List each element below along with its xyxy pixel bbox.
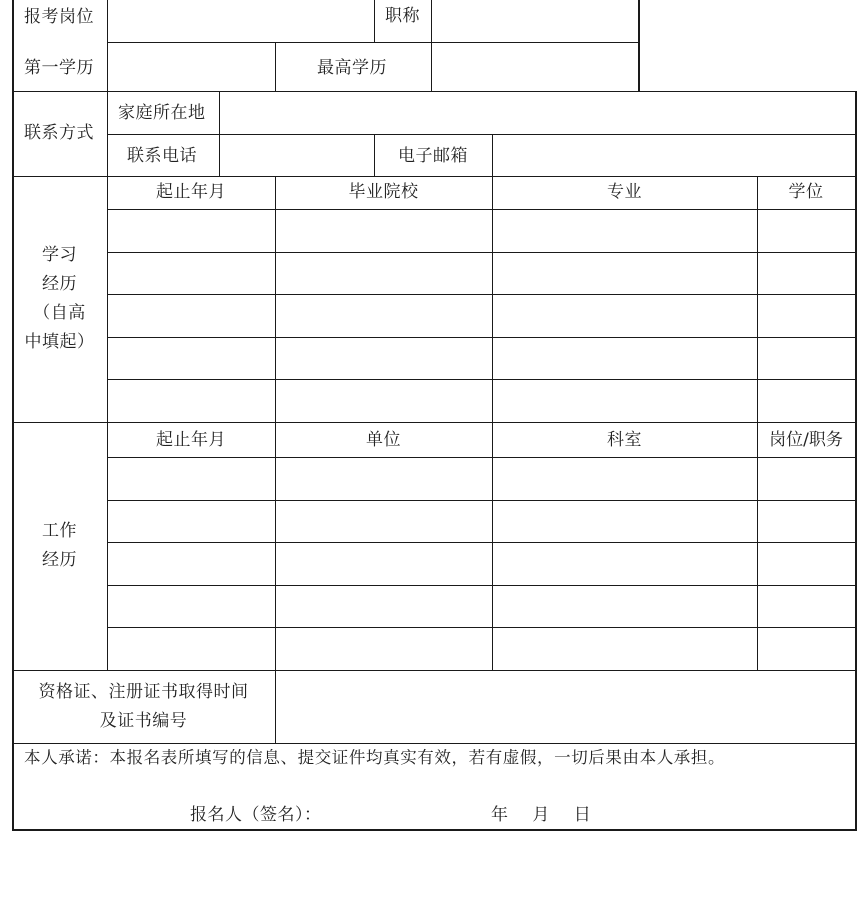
study-header-degree: 学位 [788,182,824,202]
bottom-border [12,829,857,831]
vline [275,42,276,92]
title-field[interactable] [432,0,638,42]
phone-field[interactable] [220,135,374,176]
address-label: 家庭所在地 [118,103,206,123]
work-entry-area[interactable] [108,458,855,670]
phone-label: 联系电话 [127,146,197,166]
study-label-line-4: 中填起） [24,332,95,352]
right-border-upper [638,0,640,92]
vline [374,0,375,42]
pledge-text: 本人承诺：本报名表所填写的信息、提交证件均真实有效，若有虚假，一切后果由本人承担。 [24,748,726,767]
first-degree-field[interactable] [108,43,275,91]
address-field[interactable] [220,92,855,134]
study-header-major: 专业 [607,182,642,202]
highest-degree-label: 最高学历 [317,58,387,78]
cert-label-line-2: 及证书编号 [99,711,188,731]
work-label-line-2: 经历 [42,550,77,570]
work-header-employer: 单位 [366,430,401,450]
contact-label: 联系方式 [24,123,94,143]
study-label-line-3: （自高 [33,303,86,323]
cert-field[interactable] [276,671,855,743]
work-header-department: 科室 [607,430,642,450]
first-degree-label: 第一学历 [24,58,94,78]
hline [12,743,857,744]
signature-field[interactable] [335,798,485,828]
title-label: 职称 [385,6,420,26]
study-entry-area[interactable] [108,210,855,422]
post-field[interactable] [108,0,374,42]
study-label-line-1: 学习 [42,245,77,265]
vline [374,134,375,177]
right-border [855,91,857,831]
date-label: 年 月 日 [491,805,592,825]
work-header-position: 岗位/职务 [769,430,843,450]
left-border [12,0,14,831]
study-label-line-2: 经历 [42,274,77,294]
study-header-school: 毕业院校 [348,182,419,202]
study-header-period: 起止年月 [156,182,226,202]
signer-label: 报名人（签名）： [190,805,322,825]
post-label: 报考岗位 [24,7,94,27]
email-field[interactable] [493,135,855,176]
hline [12,176,857,177]
cert-label-line-1: 资格证、注册证书取得时间 [38,682,249,702]
highest-degree-field[interactable] [432,43,638,91]
hline [12,422,857,423]
work-header-period: 起止年月 [156,430,226,450]
email-label: 电子邮箱 [398,146,468,166]
work-label-line-1: 工作 [42,521,77,541]
